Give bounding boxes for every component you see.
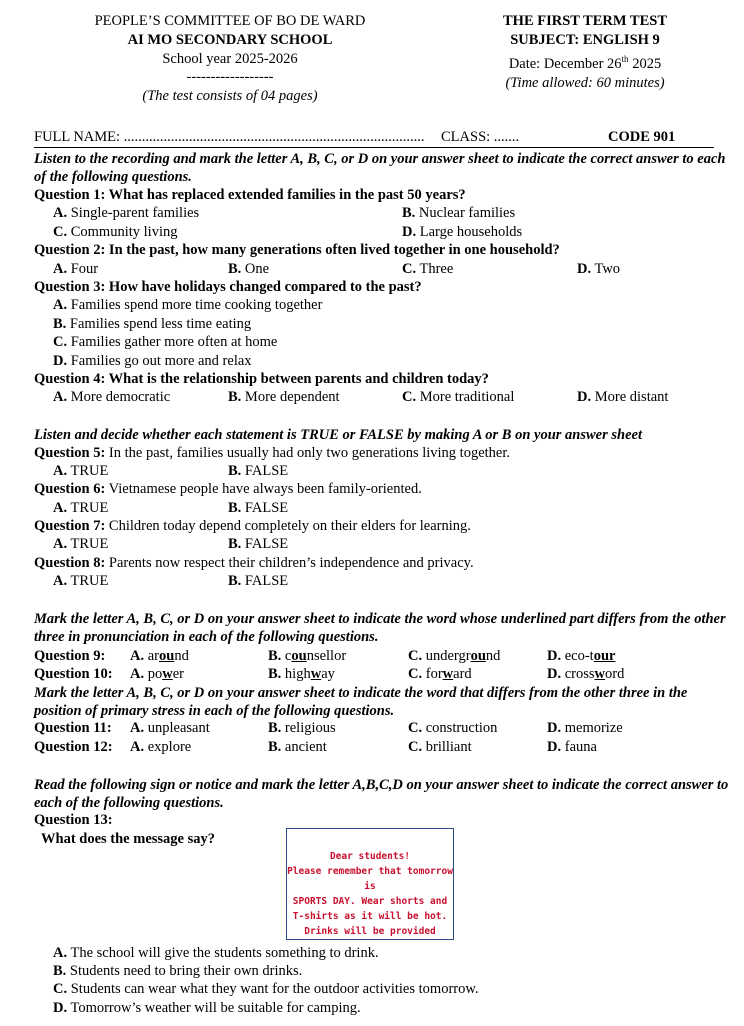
section2-instruction: Listen and decide whether each statement is TRUE or FALSE by making A or B on your answer sheet bbox=[34, 427, 642, 443]
q4-option-c[interactable]: C. More traditional bbox=[402, 389, 515, 405]
class-field[interactable]: CLASS: ....... bbox=[441, 129, 520, 145]
school-year: School year 2025-2026 bbox=[162, 51, 298, 67]
q3-option-c[interactable]: C. Families gather more often at home bbox=[53, 334, 278, 350]
q13-option-d[interactable]: D. Tomorrow’s weather will be suitable for camping. bbox=[53, 1000, 361, 1016]
q2-option-d[interactable]: D. Two bbox=[577, 261, 621, 277]
q4-option-d[interactable]: D. More distant bbox=[577, 389, 669, 405]
question-12: Question 12: bbox=[34, 739, 113, 755]
sign-line-5: Drinks will be provided bbox=[304, 926, 436, 937]
q10-option-c[interactable]: C. forward bbox=[408, 666, 472, 682]
q1-option-b[interactable]: B. Nuclear families bbox=[402, 205, 516, 221]
q1-option-a[interactable]: A. Single-parent families bbox=[53, 205, 200, 221]
section5-instruction: Read the following sign or notice and mark the letter A,B,C,D on your answer sheet to indicate the correct answer to each of the following questions. bbox=[34, 777, 729, 811]
q5-option-a[interactable]: A. TRUE bbox=[53, 463, 109, 479]
question-8: Question 8: Parents now respect their children’s independence and privacy. bbox=[34, 555, 474, 571]
question-6: Question 6: Vietnamese people have always been family-oriented. bbox=[34, 481, 422, 497]
question-2: Question 2: In the past, how many generations often lived together in one household? bbox=[34, 242, 560, 258]
q2-option-b[interactable]: B. One bbox=[228, 261, 270, 277]
q10-option-b[interactable]: B. highway bbox=[268, 666, 335, 682]
q2-option-a[interactable]: A. Four bbox=[53, 261, 99, 277]
section3-instruction: Mark the letter A, B, C, or D on your answer sheet to indicate the word whose underlined part differs from the other three in pronunciation in each of the following questions. bbox=[34, 611, 726, 645]
q12-option-a[interactable]: A. explore bbox=[130, 739, 192, 755]
header-left bbox=[30, 12, 430, 106]
q2-option-c[interactable]: C. Three bbox=[402, 261, 454, 277]
q9-option-c[interactable]: C. underground bbox=[408, 648, 501, 664]
committee-name: PEOPLE’S COMMITTEE OF BO DE WARD bbox=[94, 13, 366, 29]
q12-option-d[interactable]: D. fauna bbox=[547, 739, 597, 755]
test-date: Date: December 26th 2025 bbox=[508, 54, 662, 72]
test-title: THE FIRST TERM TEST bbox=[503, 13, 667, 29]
q12-option-b[interactable]: B. ancient bbox=[268, 739, 327, 755]
q10-option-d[interactable]: D. crossword bbox=[547, 666, 625, 682]
info-rule bbox=[34, 147, 714, 148]
q4-option-b[interactable]: B. More dependent bbox=[228, 389, 340, 405]
q7-option-b[interactable]: B. FALSE bbox=[228, 536, 289, 552]
q12-option-c[interactable]: C. brilliant bbox=[408, 739, 472, 755]
q5-option-b[interactable]: B. FALSE bbox=[228, 463, 289, 479]
q4-option-a[interactable]: A. More democratic bbox=[53, 389, 171, 405]
sign-line-2: Please remember that tomorrow is bbox=[287, 866, 453, 892]
question-13: Question 13: bbox=[34, 812, 113, 828]
q13-option-b[interactable]: B. Students need to bring their own drinks. bbox=[53, 963, 303, 979]
q3-option-d[interactable]: D. Families go out more and relax bbox=[53, 353, 252, 369]
page-count: (The test consists of 04 pages) bbox=[142, 88, 318, 104]
time-allowed: (Time allowed: 60 minutes) bbox=[505, 74, 665, 91]
header-right bbox=[440, 12, 730, 93]
q1-option-c[interactable]: C. Community living bbox=[53, 224, 178, 240]
sign-line-4: T-shirts as it will be hot. bbox=[292, 911, 448, 922]
question-10: Question 10: bbox=[34, 666, 113, 682]
q8-option-b[interactable]: B. FALSE bbox=[228, 573, 289, 589]
subject: SUBJECT: ENGLISH 9 bbox=[510, 32, 660, 48]
q1-option-d[interactable]: D. Large households bbox=[402, 224, 523, 240]
q7-option-a[interactable]: A. TRUE bbox=[53, 536, 109, 552]
q9-option-d[interactable]: D. eco-tour bbox=[547, 648, 616, 664]
question-3: Question 3: How have holidays changed compared to the past? bbox=[34, 279, 422, 295]
q6-option-a[interactable]: A. TRUE bbox=[53, 500, 109, 516]
school-name: AI MO SECONDARY SCHOOL bbox=[127, 32, 333, 48]
q6-option-b[interactable]: B. FALSE bbox=[228, 500, 289, 516]
question-11: Question 11: bbox=[34, 720, 112, 736]
q9-option-b[interactable]: B. counsellor bbox=[268, 648, 347, 664]
q11-option-d[interactable]: D. memorize bbox=[547, 720, 623, 736]
test-code: CODE 901 bbox=[608, 129, 676, 145]
fullname-field[interactable]: FULL NAME: ................................................................................... bbox=[34, 129, 425, 145]
q11-option-c[interactable]: C. construction bbox=[408, 720, 498, 736]
question-9: Question 9: bbox=[34, 648, 106, 664]
question-7: Question 7: Children today depend completely on their elders for learning. bbox=[34, 518, 471, 534]
q13-option-a[interactable]: A. The school will give the students something to drink. bbox=[53, 945, 379, 961]
sign-line-1: Dear students! bbox=[329, 851, 411, 862]
q10-option-a[interactable]: A. power bbox=[130, 666, 184, 682]
section1-instruction: Listen to the recording and mark the letter A, B, C, or D on your answer sheet to indicate the correct answer to each of the following questions. bbox=[34, 151, 726, 185]
section4-instruction: Mark the letter A, B, C, or D on your answer sheet to indicate the word that differs from the other three in the position of primary stress in each of the following questions. bbox=[34, 685, 688, 719]
question-4: Question 4: What is the relationship between parents and children today? bbox=[34, 371, 489, 387]
header-divider: ------------------ bbox=[186, 69, 274, 85]
q11-option-b[interactable]: B. religious bbox=[268, 720, 336, 736]
notice-sign bbox=[286, 828, 454, 940]
q8-option-a[interactable]: A. TRUE bbox=[53, 573, 109, 589]
q9-option-a[interactable]: A. around bbox=[130, 648, 189, 664]
question-5: Question 5: In the past, families usually had only two generations living together. bbox=[34, 445, 511, 461]
q3-option-a[interactable]: A. Families spend more time cooking together bbox=[53, 297, 323, 313]
question-13-prompt: What does the message say? bbox=[41, 831, 215, 847]
q13-option-c[interactable]: C. Students can wear what they want for the outdoor activities tomorrow. bbox=[53, 981, 479, 997]
q3-option-b[interactable]: B. Families spend less time eating bbox=[53, 316, 252, 332]
q11-option-a[interactable]: A. unpleasant bbox=[130, 720, 210, 736]
sign-line-3: SPORTS DAY. Wear shorts and bbox=[292, 896, 448, 907]
question-1: Question 1: What has replaced extended families in the past 50 years? bbox=[34, 187, 466, 203]
